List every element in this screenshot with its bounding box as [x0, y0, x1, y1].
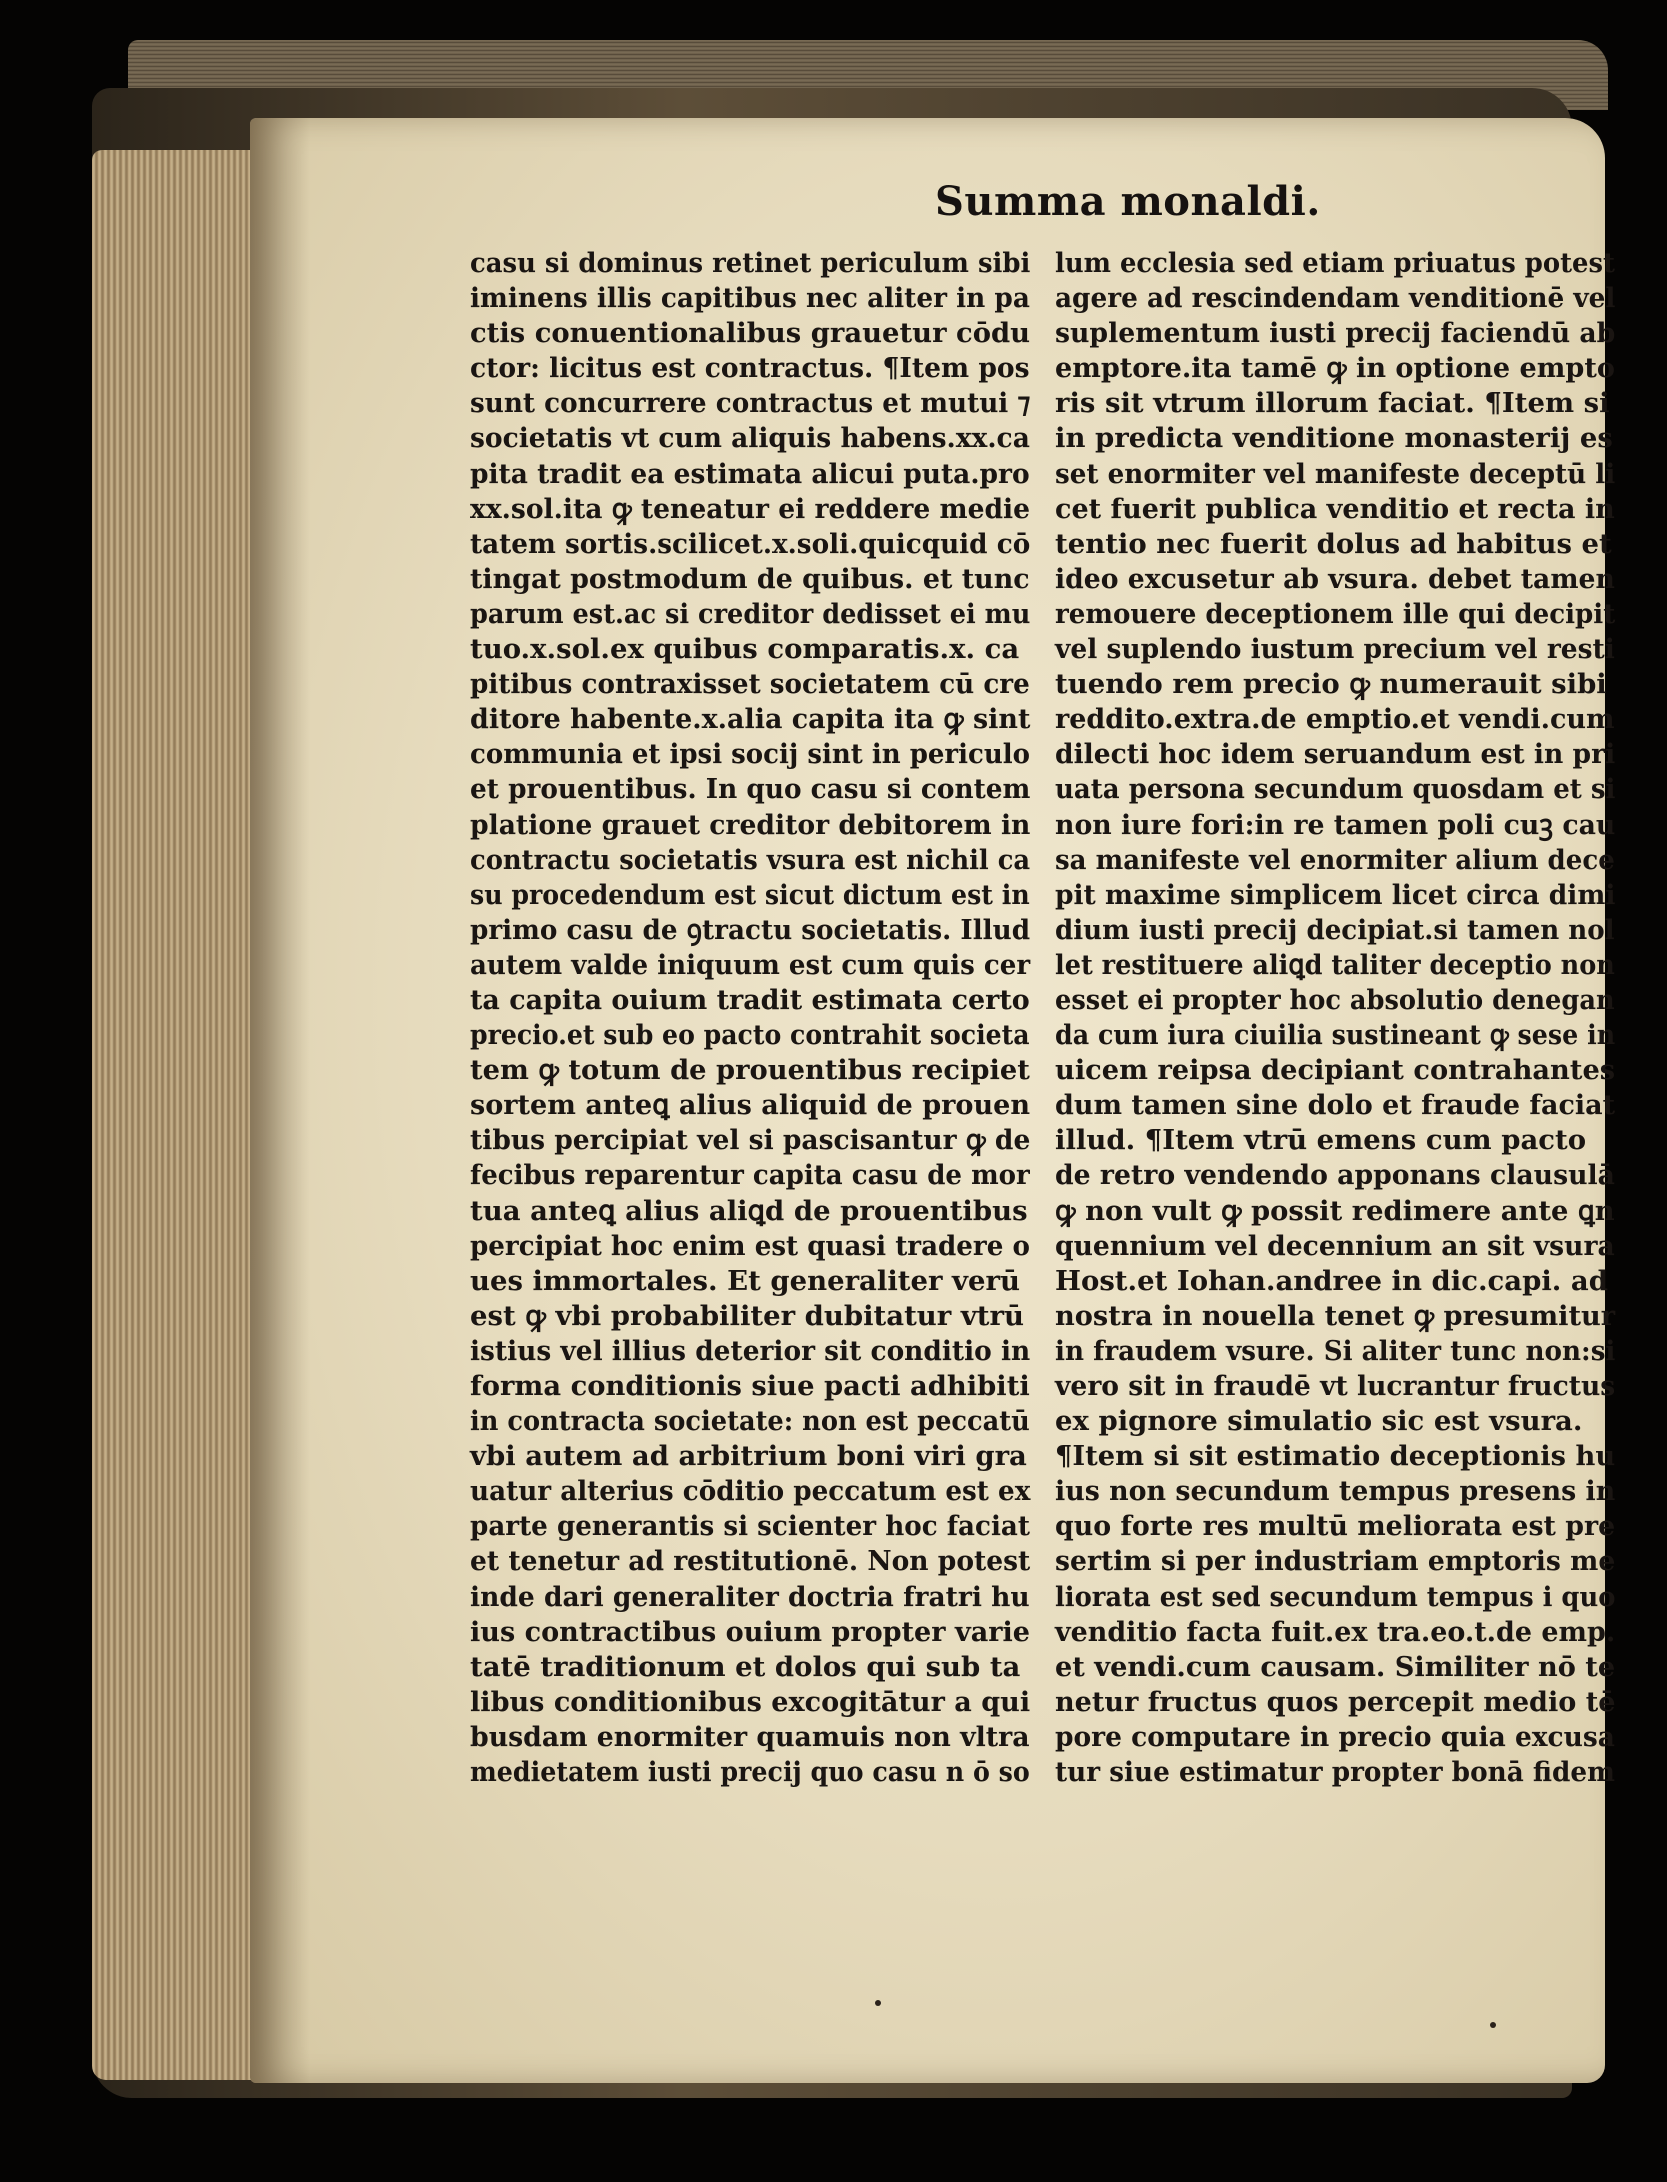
text-line: casu si dominus retinet periculum sibi	[470, 247, 1031, 279]
text-line: venditio facta fuit.ex tra.eo.t.de emp.	[1055, 1615, 1616, 1648]
text-column-left	[470, 246, 1030, 1790]
text-line: suplementum iusti precij faciendū ab	[1055, 317, 1616, 350]
text-line: inde dari generaliter doctria fratri hu	[470, 1580, 1030, 1613]
text-line: pore computare in precio quia excusa	[1055, 1720, 1615, 1753]
text-line: in predicta venditione monasterij es	[1055, 422, 1613, 455]
text-line: lum ecclesia sed etiam priuatus potest	[1055, 247, 1615, 279]
text-line: nostra in nouella tenet ꝙ presumitur	[1055, 1299, 1616, 1332]
text-line: ¶Item si sit estimatio deceptionis hu	[1055, 1440, 1616, 1473]
text-line: et vendi.cum causam. Similiter nō te	[1055, 1650, 1616, 1683]
text-line: in contracta societate: non est peccatū	[470, 1405, 1030, 1438]
text-line: iminens illis capitibus nec aliter in pa	[470, 282, 1030, 315]
text-line: sa manifeste vel enormiter alium dece	[1055, 843, 1615, 876]
text-line: vel suplendo iustum precium vel resti	[1055, 633, 1615, 666]
text-line: parum est.ac si creditor dedisset ei mu	[470, 597, 1031, 630]
text-line: reddito.extra.de emptio.et vendi.cum	[1055, 703, 1615, 736]
text-line: uicem reipsa decipiant contrahantes	[1055, 1054, 1616, 1087]
text-line: societatis vt cum aliquis habens.xx.ca	[470, 422, 1030, 455]
text-line: remouere deceptionem ille qui decipit	[1055, 597, 1616, 630]
text-line: istius vel illius deterior sit conditio in	[470, 1334, 1031, 1367]
text-line: vbi autem ad arbitrium boni viri gra	[470, 1440, 1027, 1473]
text-line: pitibus contraxisset societatem cū cre	[470, 668, 1030, 701]
text-line: tem ꝙ totum de prouentibus recipiet	[470, 1054, 1030, 1087]
ink-speck	[1490, 2022, 1496, 2028]
text-column-right	[1055, 246, 1615, 1790]
text-line: et prouentibus. In quo casu si contem	[470, 773, 1031, 806]
text-line: autem valde iniquum est cum quis cer	[470, 948, 1031, 981]
text-line: esset ei propter hoc absolutio denegan	[1055, 983, 1615, 1016]
text-line: ta capita ouium tradit estimata certo	[470, 983, 1030, 1016]
text-line: uatur alterius cōditio peccatum est ex	[470, 1475, 1031, 1508]
text-line: non iure fori:in re tamen poli cuꝫ cau	[1055, 808, 1616, 841]
text-line: ditore habente.x.alia capita ita ꝙ sint	[470, 703, 1031, 736]
text-line: dum tamen sine dolo et fraude faciat	[1055, 1089, 1616, 1122]
text-line: cet fuerit publica venditio et recta in	[1055, 492, 1615, 525]
text-line: ctor: licitus est contractus. ¶Item pos	[470, 352, 1030, 385]
text-line: platione grauet creditor debitorem in	[470, 808, 1031, 841]
text-line: xx.sol.ita ꝙ teneatur ei reddere medie	[470, 492, 1031, 525]
text-line: pita tradit ea estimata alicui puta.pro	[470, 457, 1030, 490]
text-line: in fraudem vsure. Si aliter tunc non:si	[1055, 1334, 1616, 1367]
text-line: quennium vel decennium an sit vsura	[1055, 1229, 1615, 1262]
text-line: Host.et Iohan.andree in dic.capi. ad	[1055, 1264, 1608, 1297]
text-line: est ꝙ vbi probabiliter dubitatur vtrū	[470, 1299, 1024, 1332]
text-line: tatem sortis.scilicet.x.soli.quicquid cō	[470, 527, 1031, 560]
text-line: busdam enormiter quamuis non vltra	[470, 1720, 1030, 1753]
text-line: vero sit in fraudē vt lucrantur fructus	[1055, 1370, 1616, 1402]
text-line: precio.et sub eo pacto contrahit societa	[470, 1019, 1030, 1052]
text-line: agere ad rescindendam venditionē vel	[1055, 282, 1616, 315]
text-line: tur siue estimatur propter bonā fidem	[1055, 1756, 1615, 1789]
text-line: tua anteꝗ alius aliꝗd de prouentibus	[470, 1194, 1028, 1227]
text-line: ris sit vtrum illorum faciat. ¶Item si	[1055, 387, 1610, 420]
text-line: let restituere aliꝗd taliter deceptio non	[1055, 948, 1615, 981]
book-fore-edge	[92, 150, 262, 2080]
text-line: tentio nec fuerit dolus ad habitus et	[1055, 527, 1612, 560]
text-line: fecibus reparentur capita casu de mor	[470, 1159, 1030, 1192]
text-line: sertim si per industriam emptoris me	[1055, 1545, 1616, 1578]
text-line: parte generantis si scienter hoc faciat	[470, 1510, 1030, 1543]
text-line: primo casu de ꝯtractu societatis. Illud	[470, 913, 1031, 946]
text-line: ius non secundum tempus presens in	[1055, 1475, 1616, 1508]
text-line: libus conditionibus excogitātur a qui	[470, 1685, 1031, 1718]
text-line: emptore.ita tamē ꝙ in optione empto	[1055, 352, 1615, 385]
text-line: tibus percipiat vel si pascisantur ꝙ de	[470, 1124, 1031, 1157]
text-line: pit maxime simplicem licet circa dimi	[1055, 878, 1616, 911]
text-line: sortem anteꝗ alius aliquid de prouen	[470, 1089, 1031, 1122]
text-line: netur fructus quos percepit medio tē	[1055, 1685, 1616, 1718]
running-head: Summa monaldi.	[935, 178, 1321, 225]
text-line: et tenetur ad restitutionē. Non potest	[470, 1545, 1031, 1578]
text-line: dilecti hoc idem seruandum est in pri	[1055, 738, 1616, 771]
text-line: de retro vendendo apponans clausulā	[1055, 1159, 1615, 1192]
text-line: ex pignore simulatio sic est vsura.	[1055, 1405, 1583, 1438]
text-line: contractu societatis vsura est nichil ca	[470, 843, 1031, 876]
text-line: tingat postmodum de quibus. et tunc	[470, 562, 1030, 595]
text-line: sunt concurrere contractus et mutui ⁊	[470, 387, 1031, 420]
text-line: forma conditionis siue pacti adhibiti	[470, 1370, 1030, 1402]
text-line: liorata est sed secundum tempus i quo	[1055, 1580, 1616, 1613]
text-line: ideo excusetur ab vsura. debet tamen	[1055, 562, 1615, 595]
gutter-shadow	[250, 118, 310, 2083]
ink-speck	[875, 2000, 881, 2006]
text-line: ctis conuentionalibus grauetur cōdu	[470, 317, 1031, 350]
text-line: illud. ¶Item vtrū emens cum pacto	[1055, 1124, 1587, 1157]
text-line: medietatem iusti precij quo casu n ō so	[470, 1756, 1030, 1789]
text-line: tatē traditionum et dolos qui sub ta	[470, 1650, 1021, 1683]
text-line: set enormiter vel manifeste deceptū li	[1055, 457, 1616, 490]
text-line: ius contractibus ouium propter varie	[470, 1615, 1030, 1648]
text-line: ues immortales. Et generaliter verū	[470, 1264, 1020, 1297]
text-line: ꝙ non vult ꝙ possit redimere ante ꝗn	[1055, 1194, 1615, 1227]
text-line: su procedendum est sicut dictum est in	[470, 878, 1030, 911]
text-line: quo forte res multū meliorata est pre	[1055, 1510, 1616, 1543]
text-line: uata persona secundum quosdam et si	[1055, 773, 1616, 806]
text-line: percipiat hoc enim est quasi tradere o	[470, 1229, 1030, 1262]
text-line: tuendo rem precio ꝙ numerauit sibi	[1055, 668, 1607, 701]
text-line: dium iusti precij decipiat.si tamen nol	[1055, 913, 1615, 946]
text-line: tuo.x.sol.ex quibus comparatis.x. ca	[470, 633, 1020, 666]
text-line: da cum iura ciuilia sustineant ꝙ sese in	[1055, 1019, 1616, 1052]
text-line: communia et ipsi socij sint in periculo	[470, 738, 1031, 771]
